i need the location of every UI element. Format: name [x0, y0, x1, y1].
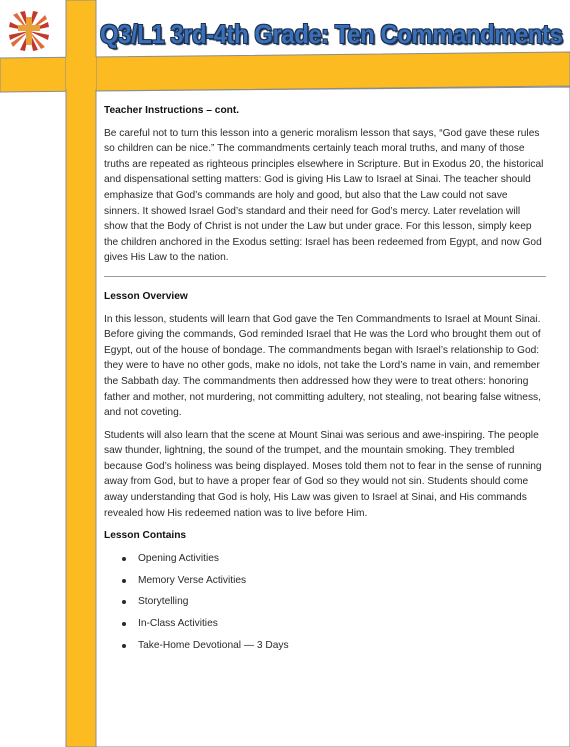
- list-item-label: Opening Activities: [138, 552, 219, 564]
- list-item-label: Memory Verse Activities: [138, 574, 247, 586]
- section-divider: [104, 276, 546, 277]
- bullet-icon: [122, 644, 126, 648]
- cross-intersection: [66, 57, 96, 89]
- lesson-content: [104, 103, 544, 657]
- page-title: Q3/L1 3rd-4th Grade: Ten Commandments: [100, 19, 563, 49]
- lesson-contains-section: [104, 528, 544, 657]
- cross-sunburst-logo: [8, 10, 50, 52]
- list-item: [104, 613, 544, 635]
- bullet-icon: [122, 557, 126, 561]
- list-item: [104, 591, 544, 613]
- list-item-label: In-Class Activities: [138, 618, 218, 630]
- lesson-overview-section: [104, 289, 544, 521]
- lesson-overview-paragraph-1: In this lesson, students will learn that God gave the Ten Commandments to Israel at Mount Sinai. Before giving the commands, God reminded Israel that He was the Lord who brought them out of Egypt, out of the house of bondage. The commandments began with Israel’s relationship to God: they were to have no other gods, make no idols, not take the Lord’s name in vain, and remember the Sabbath day. The commandments then addressed how they were to treat others: honoring father and mother, not murdering, not committing adultery, not stealing, not bearing false witness, and not coveting.: [104, 313, 541, 419]
- list-item: [104, 570, 544, 592]
- lesson-contains-heading: Lesson Contains: [104, 530, 187, 542]
- bullet-icon: [122, 579, 126, 583]
- bullet-icon: [122, 600, 126, 604]
- lesson-contains-list: [104, 548, 544, 657]
- teacher-instructions-section: [104, 103, 544, 266]
- list-item-label: Storytelling: [138, 596, 189, 608]
- list-item: [104, 635, 544, 657]
- lesson-overview-paragraph-2: Students will also learn that the scene at Mount Sinai was serious and awe-inspiring. The people saw thunder, lightning, the sound of the trumpet, and the mountain smoking. They trembled because God’s holiness was being displayed. Moses told them not to fear in the sense of running away from God, but to have a proper fear of God so they would not sin. Students should come away understanding that God is holy, His Law was given to Israel at Sinai, and His commands revealed how His redeemed nation was to live before Him.: [104, 429, 542, 519]
- bullet-icon: [122, 622, 126, 626]
- list-item-label: Take-Home Devotional — 3 Days: [138, 640, 289, 652]
- cross-vertical-bar: [66, 0, 96, 747]
- lesson-overview-heading: Lesson Overview: [104, 290, 188, 302]
- list-item: [104, 548, 544, 570]
- teacher-instructions-body: Be careful not to turn this lesson into a generic moralism lesson that says, “God gave these rules so children can be nice.” The commandments certainly teach moral truths, and many of those truths are repeated as righteous principles elsewhere in Scripture. But in Exodus 20, the historical and dispensational setting matters: God is giving His Law to Israel at Sinai. The teacher should emphasize that God’s commands are holy and good, but also that the Law could not save sinners. It showed Israel God’s standard and their need for God’s mercy. Later revelation will show that the Body of Christ is not under the Law but under grace. For this lesson, simply keep the children anchored in the Exodus setting: Israel has been redeemed from Egypt, and now God gives His Law to the nation.: [104, 127, 544, 264]
- teacher-instructions-heading: Teacher Instructions – cont.: [104, 105, 240, 116]
